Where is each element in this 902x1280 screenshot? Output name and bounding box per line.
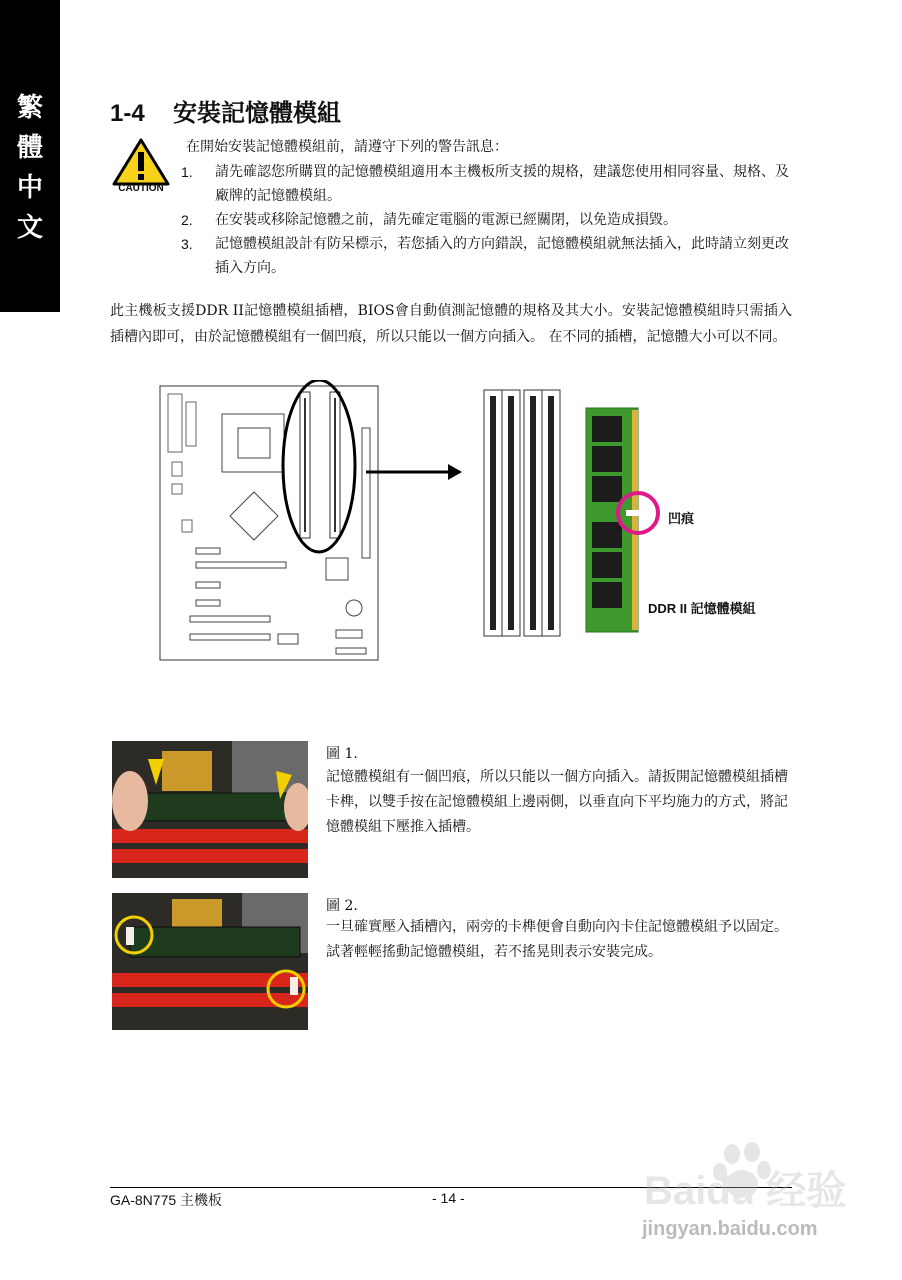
warning-item — [181, 160, 801, 208]
warning-number: 3. — [181, 236, 193, 252]
warning-text: 記憶體模組設計有防呆標示，若您插入的方向錯誤，記憶體模組就無法插入，此時請立刻更改插入方向。 — [215, 236, 789, 276]
arrow-icon — [366, 464, 462, 480]
side-tab-char: 體 — [16, 133, 43, 163]
figure-2-description: 一旦確實壓入插槽內，兩旁的卡榫便會自動向內卡住記憶體模組予以固定。試著輕輕搖動記憶體模組，若不搖晃則表示安裝完成。 — [326, 919, 788, 960]
intro-paragraph: 此主機板支援DDR II記憶體模組插槽，BIOS會自動偵測記憶體的規格及其大小。安裝記憶體模組時只需插入插槽內即可，由於記憶體模組有一個凹痕，所以只能以一個方向插入。 在不同的插槽，記憶體大小可以不同。 — [110, 303, 792, 345]
ddr2-memory-module — [586, 408, 640, 632]
figure-1-title: 圖 1. — [326, 746, 358, 762]
section-title — [110, 93, 341, 128]
install-photo-2 — [112, 893, 308, 1030]
watermark-url: jingyan.baidu.com — [642, 1218, 818, 1240]
figure-2-title: 圖 2. — [326, 898, 358, 914]
warning-intro: 在開始安裝記憶體模組前，請遵守下列的警告訊息： — [186, 139, 508, 155]
notch-label: 凹痕 — [668, 512, 695, 527]
footer-page-number: - 14 - — [432, 1190, 465, 1206]
warning-number: 2. — [181, 212, 193, 228]
side-tab-char: 繁 — [16, 93, 43, 123]
ddr2-module-label: DDR II 記憶體模組 — [648, 601, 756, 616]
install-photo-1 — [112, 741, 308, 878]
side-tab-char: 中 — [16, 173, 43, 203]
caution-label: CAUTION — [118, 183, 164, 194]
section-heading: 安裝記憶體模組 — [173, 99, 342, 127]
footer-model: GA-8N775 主機板 — [110, 1192, 223, 1208]
figure-1-description: 記憶體模組有一個凹痕，所以只能以一個方向插入。請扳開記憶體模組插槽卡榫，以雙手按在記憶體模組上邊兩側，以垂直向下平均施力的方式，將記憶體模組下壓推入插槽。 — [326, 769, 788, 835]
section-number: 1-4 — [110, 100, 145, 127]
side-tab-char: 文 — [16, 213, 43, 243]
warning-text: 在安裝或移除記憶體之前，請先確定電腦的電源已經關閉，以免造成損毀。 — [215, 212, 677, 228]
warning-text: 請先確認您所購買的記憶體模組適用本主機板所支援的規格，建議您使用相同容量、規格、及廠牌的記憶體模組。 — [215, 164, 789, 204]
watermark-brand: Baidu 经验 — [644, 1169, 847, 1213]
memory-install-diagram — [158, 380, 798, 670]
language-side-tab — [0, 0, 60, 312]
warning-item — [181, 208, 801, 232]
dimm-slots-closeup — [484, 390, 560, 636]
warning-list — [181, 160, 801, 280]
warning-item — [181, 232, 801, 280]
warning-number: 1. — [181, 164, 193, 180]
